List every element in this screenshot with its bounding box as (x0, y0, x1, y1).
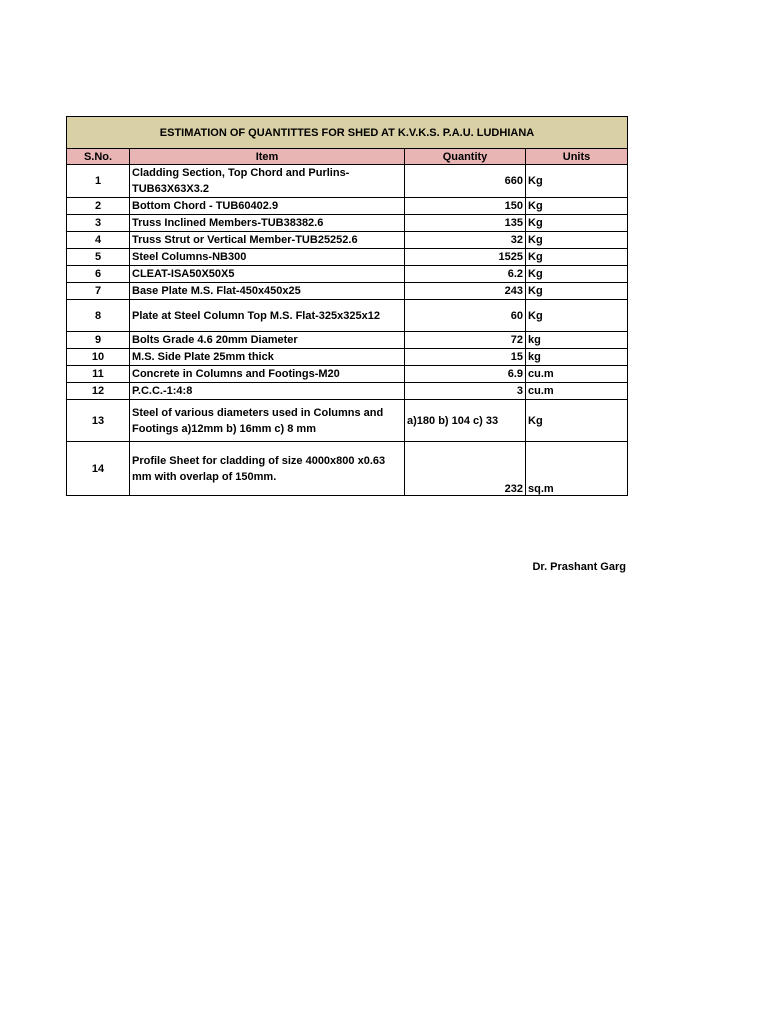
row-quantity: 232 (405, 442, 526, 496)
row-item: Truss Strut or Vertical Member-TUB25252.6 (130, 232, 405, 249)
row-quantity: 6.2 (405, 266, 526, 283)
table-row (67, 198, 628, 215)
table-row (67, 366, 628, 383)
row-units: cu.m (526, 383, 628, 400)
row-sno: 1 (67, 165, 130, 198)
row-item: P.C.C.-1:4:8 (130, 383, 405, 400)
row-sno: 2 (67, 198, 130, 215)
row-units: Kg (526, 215, 628, 232)
row-quantity: 1525 (405, 249, 526, 266)
row-sno: 8 (67, 300, 130, 332)
row-sno: 4 (67, 232, 130, 249)
row-item: Bolts Grade 4.6 20mm Diameter (130, 332, 405, 349)
row-quantity: 135 (405, 215, 526, 232)
row-units: Kg (526, 400, 628, 442)
row-quantity: a)180 b) 104 c) 33 (405, 400, 526, 442)
row-units: Kg (526, 266, 628, 283)
row-sno: 3 (67, 215, 130, 232)
row-sno: 14 (67, 442, 130, 496)
row-sno: 5 (67, 249, 130, 266)
table-row (67, 215, 628, 232)
table-row (67, 266, 628, 283)
title-row (67, 117, 628, 149)
header-item: Item (130, 149, 405, 165)
row-sno: 13 (67, 400, 130, 442)
row-units: kg (526, 332, 628, 349)
row-item: Steel of various diameters used in Columns and Footings a)12mm b) 16mm c) 8 mm (130, 400, 405, 442)
table-row (67, 400, 628, 442)
table-row (67, 283, 628, 300)
table-row (67, 249, 628, 266)
row-sno: 11 (67, 366, 130, 383)
row-item: Plate at Steel Column Top M.S. Flat-325x325x12 (130, 300, 405, 332)
row-quantity: 32 (405, 232, 526, 249)
header-quantity: Quantity (405, 149, 526, 165)
row-item: Steel Columns-NB300 (130, 249, 405, 266)
row-item: Base Plate M.S. Flat-450x450x25 (130, 283, 405, 300)
row-sno: 6 (67, 266, 130, 283)
row-item: Cladding Section, Top Chord and Purlins-TUB63X63X3.2 (130, 165, 405, 198)
row-quantity: 60 (405, 300, 526, 332)
table-row (67, 349, 628, 366)
row-units: Kg (526, 165, 628, 198)
row-units: Kg (526, 232, 628, 249)
header-sno: S.No. (67, 149, 130, 165)
row-sno: 7 (67, 283, 130, 300)
row-units: kg (526, 349, 628, 366)
table-row (67, 232, 628, 249)
row-quantity: 6.9 (405, 366, 526, 383)
table-row (67, 442, 628, 496)
row-quantity: 243 (405, 283, 526, 300)
row-quantity: 72 (405, 332, 526, 349)
estimation-table (66, 116, 628, 496)
header-units: Units (526, 149, 628, 165)
table-row (67, 300, 628, 332)
row-units: Kg (526, 249, 628, 266)
table-row (67, 165, 628, 198)
row-quantity: 150 (405, 198, 526, 215)
row-item: Truss Inclined Members-TUB38382.6 (130, 215, 405, 232)
row-sno: 9 (67, 332, 130, 349)
row-units: Kg (526, 300, 628, 332)
row-quantity: 3 (405, 383, 526, 400)
row-quantity: 660 (405, 165, 526, 198)
row-units: Kg (526, 283, 628, 300)
row-item: Profile Sheet for cladding of size 4000x800 x0.63 mm with overlap of 150mm. (130, 442, 405, 496)
row-sno: 10 (67, 349, 130, 366)
estimation-sheet (66, 116, 628, 496)
row-item: Bottom Chord - TUB60402.9 (130, 198, 405, 215)
row-sno: 12 (67, 383, 130, 400)
row-item: Concrete in Columns and Footings-M20 (130, 366, 405, 383)
row-item: CLEAT-ISA50X50X5 (130, 266, 405, 283)
row-item: M.S. Side Plate 25mm thick (130, 349, 405, 366)
row-units: sq.m (526, 442, 628, 496)
row-units: Kg (526, 198, 628, 215)
table-title: ESTIMATION OF QUANTITTES FOR SHED AT K.V.K.S. P.A.U. LUDHIANA (67, 117, 628, 149)
header-row (67, 149, 628, 165)
table-row (67, 383, 628, 400)
author-signature: Dr. Prashant Garg (532, 561, 626, 573)
row-quantity: 15 (405, 349, 526, 366)
table-row (67, 332, 628, 349)
row-units: cu.m (526, 366, 628, 383)
